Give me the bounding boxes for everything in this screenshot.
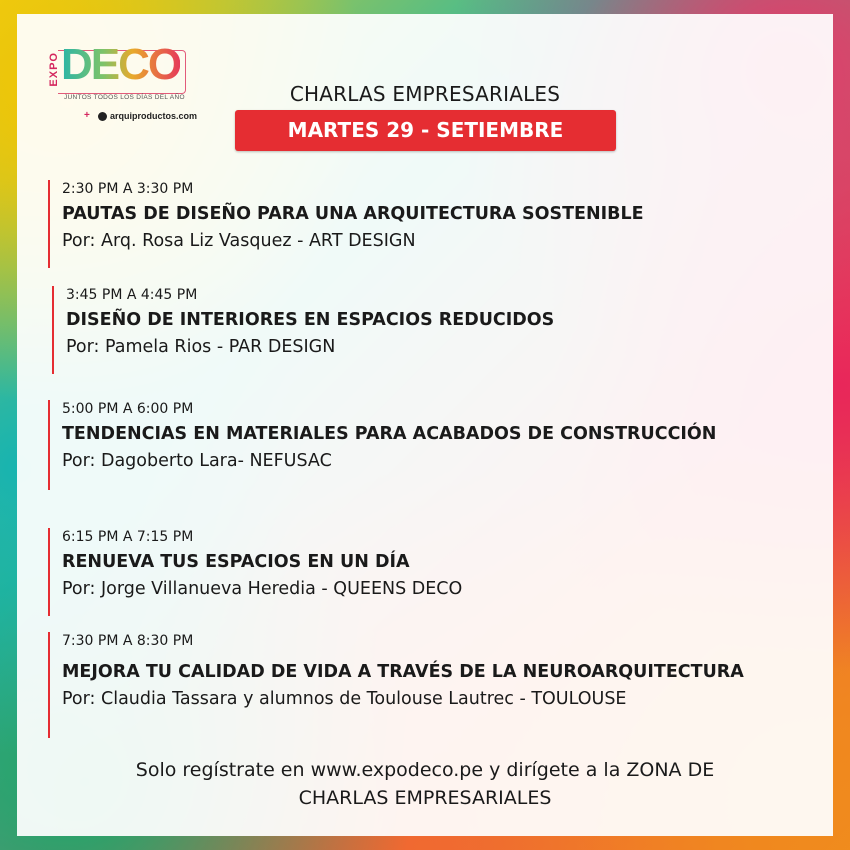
logo-expo-text: EXPO	[48, 52, 60, 87]
talk-speaker: Por: Pamela Rios - PAR DESIGN	[66, 337, 336, 357]
talk-speaker: Por: Arq. Rosa Liz Vasquez - ART DESIGN	[62, 231, 416, 251]
talk-time: 7:30 PM A 8:30 PM	[62, 633, 194, 649]
talk-item	[48, 528, 462, 616]
registration-note-line2: CHARLAS EMPRESARIALES	[298, 787, 552, 809]
plus-icon: +	[84, 110, 90, 121]
date-banner: MARTES 29 - SETIEMBRE	[235, 110, 616, 151]
talk-item	[52, 286, 554, 374]
talk-speaker: Por: Jorge Villanueva Heredia - QUEENS DECO	[62, 579, 463, 599]
arquiproductos-icon	[98, 112, 107, 121]
logo-brand-text: DECO	[61, 40, 181, 89]
talk-title: DISEÑO DE INTERIORES EN ESPACIOS REDUCIDOS	[66, 310, 555, 330]
logo-partner-text: arquiproductos.com	[110, 111, 198, 121]
talk-time: 2:30 PM A 3:30 PM	[62, 181, 194, 197]
talk-title: MEJORA TU CALIDAD DE VIDA A TRAVÉS DE LA NEUROARQUITECTURA	[62, 662, 744, 682]
talk-time: 3:45 PM A 4:45 PM	[66, 287, 198, 303]
talk-item	[48, 632, 744, 738]
talk-title: PAUTAS DE DISEÑO PARA UNA ARQUITECTURA SOSTENIBLE	[62, 204, 644, 224]
talk-title: RENUEVA TUS ESPACIOS EN UN DÍA	[62, 552, 410, 572]
expodeco-logo	[48, 40, 198, 128]
talk-time: 6:15 PM A 7:15 PM	[62, 529, 194, 545]
logo-tagline: JUNTOS TODOS LOS DÍAS DEL AÑO	[64, 94, 185, 101]
talk-time: 5:00 PM A 6:00 PM	[62, 401, 194, 417]
registration-note-line1: Solo regístrate en www.expodeco.pe y dirígete a la ZONA DE	[135, 759, 715, 781]
talk-title: TENDENCIAS EN MATERIALES PARA ACABADOS DE CONSTRUCCIÓN	[62, 424, 717, 444]
registration-note	[60, 756, 790, 812]
talk-item	[48, 400, 716, 490]
talk-item	[48, 180, 644, 268]
talk-speaker: Por: Claudia Tassara y alumnos de Toulouse Lautrec - TOULOUSE	[62, 689, 627, 709]
page-title: CHARLAS EMPRESARIALES	[289, 82, 561, 106]
talk-speaker: Por: Dagoberto Lara- NEFUSAC	[62, 451, 332, 471]
